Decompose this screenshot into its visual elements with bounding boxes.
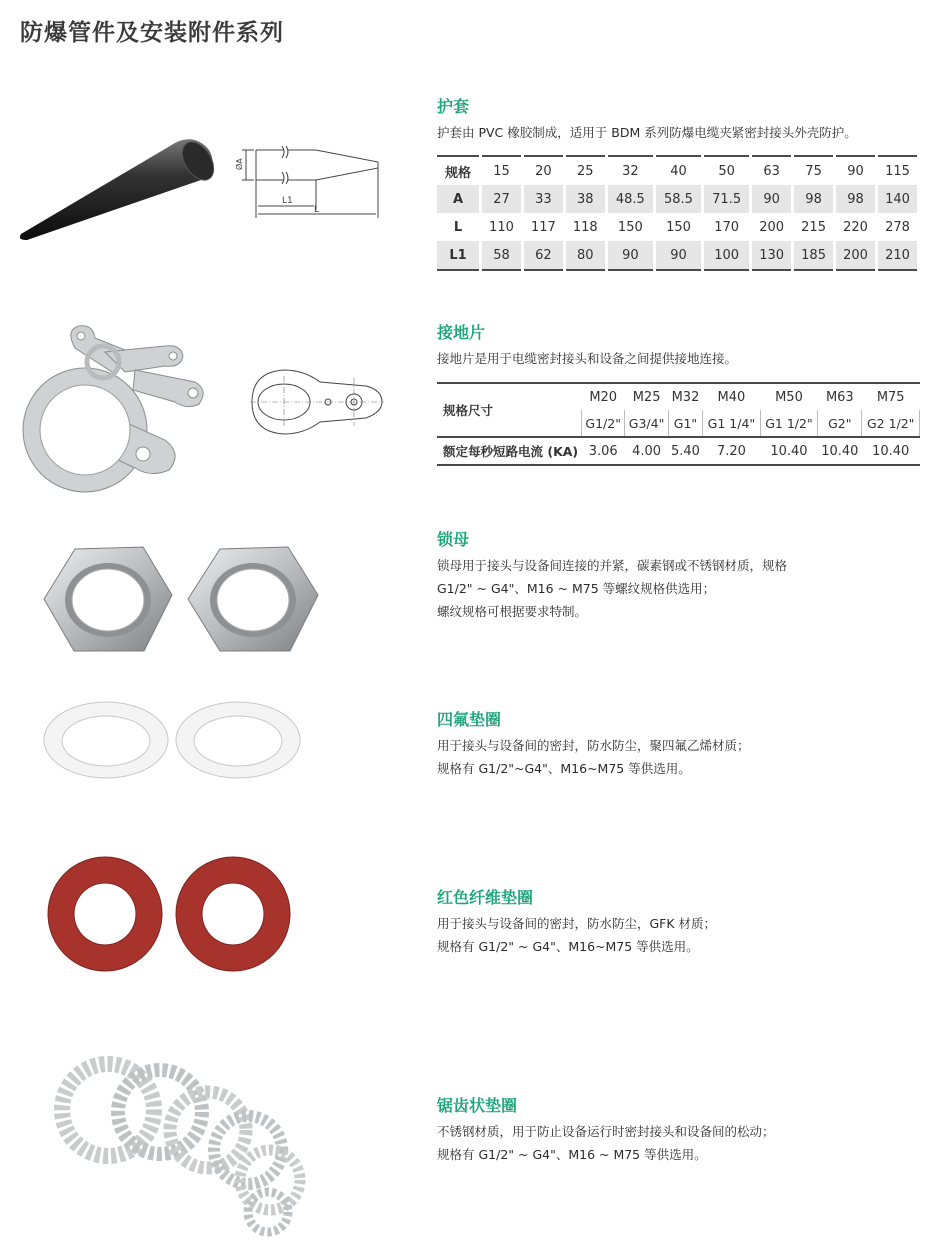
table-cell: 5.40 <box>668 437 702 465</box>
table-cell: 130 <box>751 241 793 270</box>
table-cell: 98 <box>835 185 877 213</box>
sleeve-title: 护套 <box>437 97 470 116</box>
ground-desc: 接地片是用于电缆密封接头和设备之间提供接地连接。 <box>437 351 738 366</box>
table-cell: 200 <box>835 241 877 270</box>
ground-plate-photo <box>15 318 230 478</box>
sleeve-photo <box>15 128 225 243</box>
table-cell: 90 <box>835 156 877 185</box>
table-cell: 58.5 <box>654 185 702 213</box>
table-cell: 117 <box>522 213 564 241</box>
table-cell: 3.06 <box>582 437 625 465</box>
table-cell: 100 <box>703 241 751 270</box>
row-header: L1 <box>437 241 481 270</box>
row-header: 额定每秒短路电流 (KA) <box>437 437 582 465</box>
table-cell: M25 <box>632 389 661 405</box>
dim-l1-label: L1 <box>282 196 293 206</box>
table-cell: 33 <box>522 185 564 213</box>
table-row <box>437 185 919 213</box>
table-cell: 80 <box>564 241 606 270</box>
table-cell: M40 <box>717 389 746 405</box>
table-cell: M50 <box>775 389 803 405</box>
table-cell: 50 <box>703 156 751 185</box>
table-cell: 10.40 <box>760 437 818 465</box>
page-title: 防爆管件及安装附件系列 <box>20 20 284 46</box>
ground-plate-drawing <box>248 366 386 438</box>
dim-l-label: L <box>314 205 320 215</box>
locknut-desc-line-3: 螺纹规格可根据要求特制。 <box>437 604 588 619</box>
table-cell: 90 <box>606 241 654 270</box>
table-cell: 71.5 <box>703 185 751 213</box>
table-row <box>437 383 920 410</box>
table-cell: G1" <box>668 410 702 437</box>
serrated-washer-photo <box>48 1060 313 1230</box>
table-cell: 63 <box>751 156 793 185</box>
ground-spec-table <box>437 382 920 466</box>
ground-title: 接地片 <box>437 323 486 342</box>
table-row <box>437 213 919 241</box>
table-cell: 40 <box>654 156 702 185</box>
fiber-title: 红色纤维垫圈 <box>437 888 534 907</box>
table-cell: 27 <box>481 185 523 213</box>
ptfe-desc-line-2: 规格有 G1/2"~G4"、M16~M75 等供选用。 <box>437 761 691 776</box>
table-cell: 140 <box>876 185 918 213</box>
locknut-desc-line-1: 锁母用于接头与设备间连接的并紧，碳素钢或不锈钢材质，规格 <box>437 558 788 573</box>
table-cell: M63 <box>825 389 854 405</box>
row-header: 规格尺寸 <box>443 403 494 418</box>
table-cell: 38 <box>564 185 606 213</box>
fiber-washer-photo <box>45 855 295 973</box>
table-cell: 110 <box>481 213 523 241</box>
row-header: A <box>437 185 481 213</box>
table-cell: 215 <box>793 213 835 241</box>
table-cell: 62 <box>522 241 564 270</box>
table-cell: 15 <box>481 156 523 185</box>
table-cell: 150 <box>606 213 654 241</box>
table-cell: 90 <box>751 185 793 213</box>
table-cell: 118 <box>564 213 606 241</box>
table-cell: 90 <box>654 241 702 270</box>
row-header: L <box>437 213 481 241</box>
table-cell: G1 1/2" <box>760 410 818 437</box>
table-cell: 48.5 <box>606 185 654 213</box>
fiber-desc-line-2: 规格有 G1/2" ~ G4"、M16~M75 等供选用。 <box>437 939 699 954</box>
table-cell: 7.20 <box>703 437 761 465</box>
table-cell: G3/4" <box>625 410 668 437</box>
table-cell: 10.40 <box>862 437 920 465</box>
table-cell: 98 <box>793 185 835 213</box>
ptfe-washer-photo <box>40 700 310 780</box>
table-cell: 25 <box>564 156 606 185</box>
sleeve-spec-table <box>437 155 920 271</box>
table-cell: G1 1/4" <box>703 410 761 437</box>
table-cell: M75 <box>876 389 905 405</box>
sleeve-drawing <box>236 140 386 222</box>
table-cell: 115 <box>876 156 918 185</box>
table-cell: 210 <box>876 241 918 270</box>
locknut-desc-line-2: G1/2" ~ G4"、M16 ~ M75 等螺纹规格供选用； <box>437 581 716 596</box>
sleeve-desc: 护套由 PVC 橡胶制成，适用于 BDM 系列防爆电缆夹紧密封接头外壳防护。 <box>437 125 857 140</box>
table-cell: 4.00 <box>625 437 668 465</box>
table-cell: 200 <box>751 213 793 241</box>
table-cell: 20 <box>522 156 564 185</box>
table-cell: 75 <box>793 156 835 185</box>
fiber-desc-line-1: 用于接头与设备间的密封，防水防尘，GFK 材质； <box>437 916 717 931</box>
locknut-title: 锁母 <box>437 530 470 549</box>
table-cell: 185 <box>793 241 835 270</box>
table-cell: G2" <box>818 410 862 437</box>
table-cell: G2 1/2" <box>862 410 920 437</box>
table-cell: M20 <box>589 389 618 405</box>
ptfe-title: 四氟垫圈 <box>437 710 502 729</box>
table-cell: 278 <box>876 213 918 241</box>
table-cell: 150 <box>654 213 702 241</box>
locknut-photo <box>40 543 330 658</box>
table-row <box>437 437 920 465</box>
table-cell: 170 <box>703 213 751 241</box>
table-cell: G1/2" <box>582 410 625 437</box>
serrated-title: 锯齿状垫圈 <box>437 1096 518 1115</box>
table-cell: 220 <box>835 213 877 241</box>
serrated-desc-line-1: 不锈钢材质，用于防止设备运行时密封接头和设备间的松动； <box>437 1124 775 1139</box>
row-header: 规格 <box>437 156 481 185</box>
table-cell: 32 <box>606 156 654 185</box>
table-cell: 10.40 <box>818 437 862 465</box>
table-cell: 58 <box>481 241 523 270</box>
ptfe-desc-line-1: 用于接头与设备间的密封，防水防尘，聚四氟乙烯材质； <box>437 738 750 753</box>
table-row <box>437 156 919 185</box>
table-row <box>437 241 919 270</box>
table-cell: M32 <box>671 389 700 405</box>
serrated-desc-line-2: 规格有 G1/2" ~ G4"、M16 ~ M75 等供选用。 <box>437 1147 707 1162</box>
dim-a-label: ØA <box>235 158 244 170</box>
